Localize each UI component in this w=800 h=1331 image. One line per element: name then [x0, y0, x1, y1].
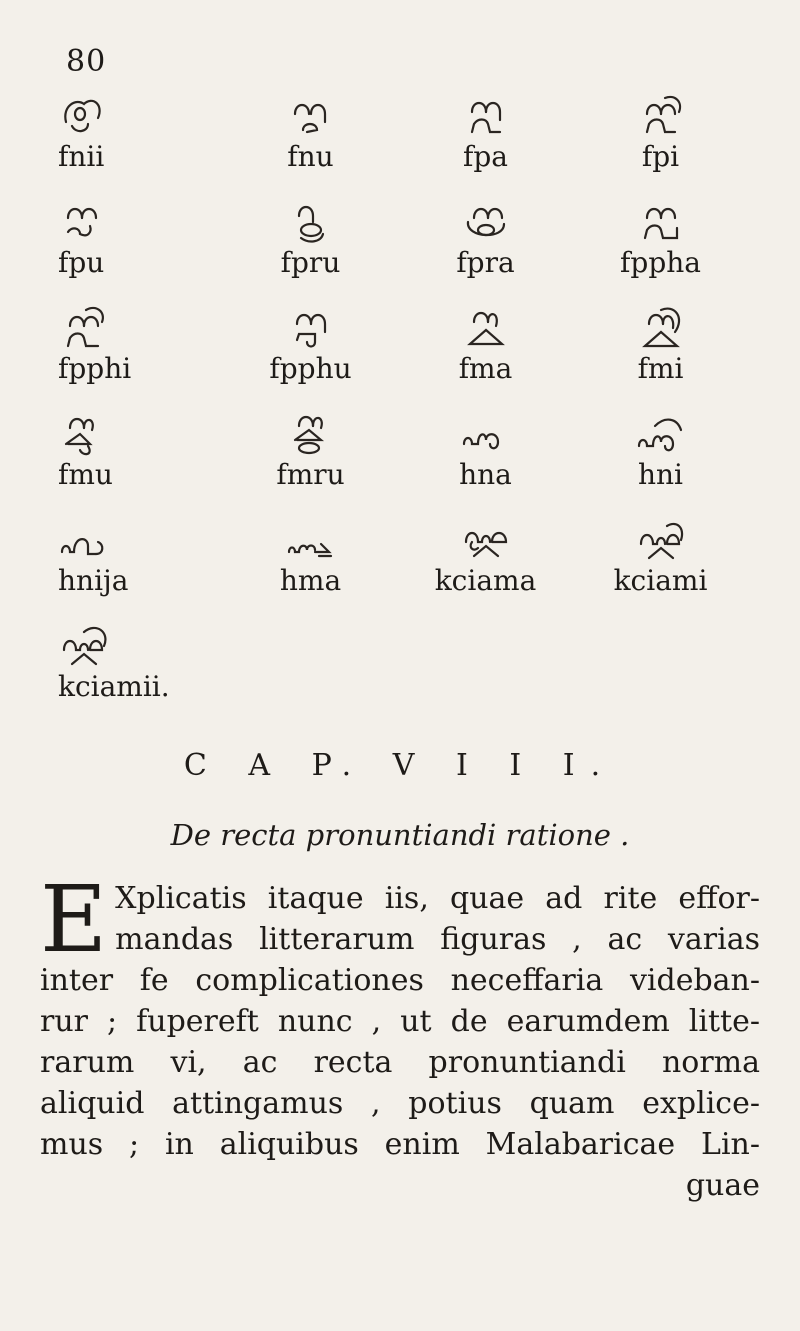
- glyph-cell: [48, 516, 223, 622]
- glyph-label: fpphi: [58, 352, 132, 385]
- body-line: inter fe complicationes neceffaria videban-: [40, 963, 760, 998]
- malayalam-glyph-icon: [460, 304, 512, 350]
- glyph-cell: [48, 92, 223, 198]
- glyph-cell: [573, 410, 748, 516]
- glyph-cell: [573, 304, 748, 410]
- malayalam-glyph-icon: [285, 198, 337, 244]
- glyph-label: hnija: [58, 564, 129, 597]
- glyph-cell: [223, 198, 398, 304]
- glyph-cell: [398, 410, 573, 516]
- body-line: rur ; fupereft nunc , ut de earumdem litte-: [40, 1004, 760, 1039]
- glyph-cell: [398, 304, 573, 410]
- glyph-cell: [223, 410, 398, 516]
- glyph-cell: [573, 198, 748, 304]
- glyph-cell: [398, 92, 573, 198]
- glyph-label: fmi: [637, 352, 684, 385]
- malayalam-glyph-icon: [58, 198, 110, 244]
- malayalam-glyph-icon: [460, 410, 512, 456]
- glyph-label: hma: [279, 564, 342, 597]
- body-line: guae: [685, 1168, 760, 1203]
- glyph-table: [48, 92, 748, 728]
- glyph-label: fmru: [276, 458, 345, 491]
- body-line: rarum vi, ac recta pronuntiandi norma: [40, 1045, 760, 1080]
- malayalam-glyph-icon: [285, 304, 337, 350]
- body-line: Xplicatis itaque iis, quae ad rite effor-: [115, 881, 760, 916]
- glyph-label: fppha: [620, 246, 701, 279]
- page-number: 80: [66, 44, 107, 79]
- glyph-label: fnii: [58, 140, 105, 173]
- glyph-cell: [48, 410, 223, 516]
- malayalam-glyph-icon: [285, 516, 337, 562]
- body-line: aliquid attingamus , potius quam explice-: [40, 1086, 760, 1121]
- glyph-label: fnu: [287, 140, 334, 173]
- glyph-label: fpa: [463, 140, 508, 173]
- glyph-label: fpi: [641, 140, 680, 173]
- malayalam-glyph-icon: [285, 410, 337, 456]
- glyph-cell: [223, 516, 398, 622]
- malayalam-glyph-icon: [635, 304, 687, 350]
- malayalam-glyph-icon: [58, 622, 110, 668]
- glyph-cell: [223, 304, 398, 410]
- glyph-label: fpru: [280, 246, 341, 279]
- malayalam-glyph-icon: [58, 92, 110, 138]
- malayalam-glyph-icon: [460, 198, 512, 244]
- malayalam-glyph-icon: [58, 304, 110, 350]
- malayalam-glyph-icon: [285, 92, 337, 138]
- glyph-cell: [48, 304, 223, 410]
- malayalam-glyph-icon: [460, 516, 512, 562]
- glyph-label: kciama: [434, 564, 537, 597]
- chapter-subtitle: De recta pronuntiandi ratione .: [170, 818, 630, 852]
- glyph-label: fpphu: [269, 352, 352, 385]
- malayalam-glyph-icon: [58, 410, 110, 456]
- body-line: mus ; in aliquibus enim Malabaricae Lin-: [40, 1127, 760, 1162]
- glyph-cell: [573, 92, 748, 198]
- glyph-label: hni: [637, 458, 684, 491]
- chapter-heading: C A P. V I I I.: [183, 748, 617, 783]
- body-paragraph: [40, 866, 760, 1206]
- malayalam-glyph-icon: [635, 516, 687, 562]
- glyph-cell: [48, 622, 223, 728]
- glyph-cell: [48, 198, 223, 304]
- malayalam-glyph-icon: [635, 410, 687, 456]
- glyph-label: fmu: [58, 458, 113, 491]
- malayalam-glyph-icon: [460, 92, 512, 138]
- malayalam-glyph-icon: [58, 516, 110, 562]
- malayalam-glyph-icon: [635, 92, 687, 138]
- body-line: mandas litterarum figuras , ac varias: [115, 922, 760, 957]
- glyph-label: kciami: [613, 564, 708, 597]
- glyph-label: fpra: [456, 246, 515, 279]
- glyph-cell: [573, 516, 748, 622]
- glyph-cell: [223, 92, 398, 198]
- glyph-label: kciamii.: [58, 670, 170, 703]
- drop-cap: E: [40, 866, 108, 973]
- glyph-cell: [398, 516, 573, 622]
- glyph-label: fpu: [58, 246, 105, 279]
- glyph-cell: [398, 198, 573, 304]
- glyph-label: fma: [458, 352, 513, 385]
- malayalam-glyph-icon: [635, 198, 687, 244]
- glyph-label: hna: [459, 458, 512, 491]
